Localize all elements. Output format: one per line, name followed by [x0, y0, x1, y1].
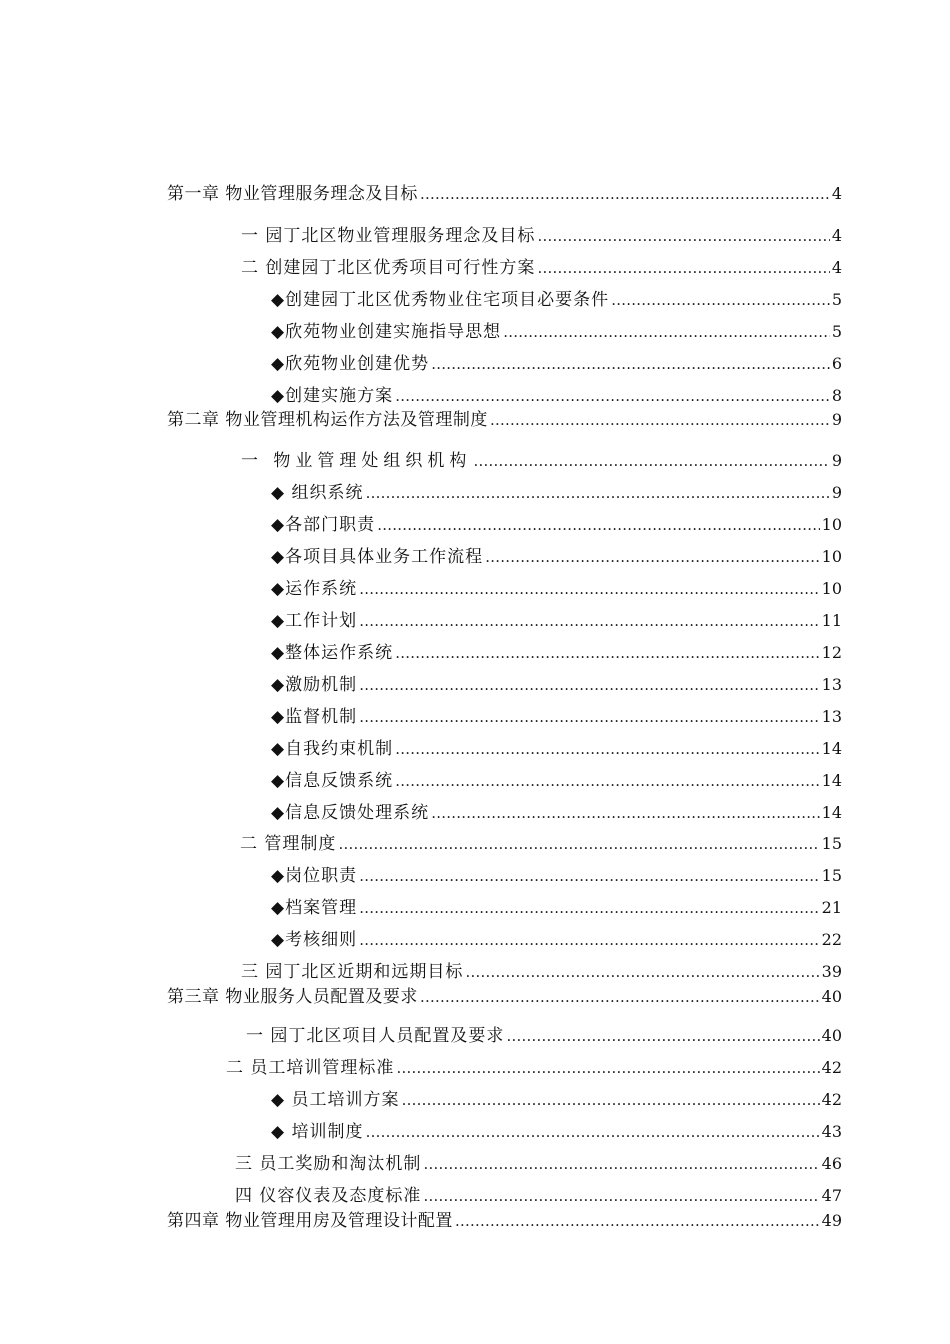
toc-entry-text: ◆运作系统: [271, 579, 358, 599]
toc-dot-leader: [465, 960, 819, 984]
toc-page-number: 14: [821, 803, 842, 822]
toc-page-number: 11: [821, 611, 842, 630]
toc-entry-text: ◆ 培训制度: [271, 1122, 364, 1142]
toc-item: [271, 481, 842, 505]
toc-dot-leader: [365, 1120, 819, 1144]
toc-entry-text: ◆各部门职责: [271, 515, 376, 535]
toc-section: [241, 256, 842, 280]
toc-page-number: 15: [821, 834, 842, 853]
toc-item: [271, 513, 842, 537]
toc-section: [241, 449, 842, 473]
toc-entry-text: 一 物业管理处组织机构: [241, 451, 472, 471]
toc-item: [271, 384, 842, 408]
toc-entry-text: ◆创建园丁北区优秀物业住宅项目必要条件: [271, 290, 610, 310]
toc-entry-text: ◆自我约束机制: [271, 739, 394, 759]
toc-item: [271, 288, 842, 312]
toc-chapter-4: [167, 1209, 842, 1233]
toc-item: [271, 864, 842, 888]
toc-dot-leader: [431, 352, 830, 376]
toc-dot-leader: [365, 481, 829, 505]
toc-item: [271, 769, 842, 793]
toc-page-number: 9: [831, 451, 842, 470]
toc-page-number: 40: [821, 987, 842, 1006]
toc-item: [271, 641, 842, 665]
toc-item: [271, 320, 842, 344]
toc-entry-text: ◆岗位职责: [271, 866, 358, 886]
toc-page-number: 22: [821, 930, 842, 949]
toc-dot-leader: [506, 1024, 819, 1048]
toc-page-number: 12: [821, 643, 842, 662]
toc-chapter-1: [167, 182, 842, 206]
toc-dot-leader: [395, 769, 820, 793]
toc-section: [235, 1152, 842, 1176]
toc-item: [271, 928, 842, 952]
toc-entry-text: ◆信息反馈系统: [271, 771, 394, 791]
toc-page-number: 42: [821, 1058, 842, 1077]
toc-item: [271, 896, 842, 920]
toc-chapter-2: [167, 408, 842, 432]
toc-dot-leader: [420, 985, 820, 1009]
toc-dot-leader: [395, 641, 820, 665]
toc-dot-leader: [485, 545, 820, 569]
toc-page-number: 14: [821, 739, 842, 758]
toc-chapter-3: [167, 985, 842, 1009]
toc-page-number: 9: [831, 483, 842, 502]
toc-dot-leader: [423, 1152, 819, 1176]
toc-dot-leader: [431, 801, 820, 825]
toc-item: [271, 352, 842, 376]
toc-page-number: 4: [831, 184, 842, 203]
toc-entry-text: 第四章 物业管理用房及管理设计配置: [167, 1211, 453, 1231]
toc-dot-leader: [359, 896, 820, 920]
toc-item: [271, 801, 842, 825]
toc-page-number: 6: [831, 354, 842, 373]
toc-entry-text: ◆ 组织系统: [271, 483, 364, 503]
toc-item: [271, 1120, 842, 1144]
toc-page-number: 8: [831, 386, 842, 405]
toc-entry-text: 第三章 物业服务人员配置及要求: [167, 987, 418, 1007]
toc-page-number: 5: [831, 322, 842, 341]
toc-dot-leader: [537, 256, 829, 280]
toc-entry-text: ◆激励机制: [271, 675, 358, 695]
toc-entry-text: ◆整体运作系统: [271, 643, 394, 663]
toc-page-number: 14: [821, 771, 842, 790]
toc-page-number: 9: [831, 410, 842, 429]
toc-page-number: 49: [821, 1211, 842, 1230]
toc-page-number: 4: [831, 258, 842, 277]
toc-entry-text: 一 园丁北区物业管理服务理念及目标: [241, 226, 536, 246]
toc-item: [271, 609, 842, 633]
toc-page-number: 10: [821, 547, 842, 566]
toc-page-number: 4: [831, 226, 842, 245]
toc-page-number: 5: [831, 290, 842, 309]
toc-entry-text: ◆工作计划: [271, 611, 358, 631]
toc-dot-leader: [420, 182, 830, 206]
toc-section: [241, 960, 842, 984]
toc-entry-text: ◆考核细则: [271, 930, 358, 950]
toc-dot-leader: [359, 609, 820, 633]
toc-section: [235, 1184, 842, 1208]
toc-page-number: 13: [821, 707, 842, 726]
toc-dot-leader: [473, 449, 829, 473]
toc-page-number: 39: [821, 962, 842, 981]
toc-entry-text: 二 管理制度: [240, 834, 337, 854]
toc-item: [271, 705, 842, 729]
toc-item: [271, 545, 842, 569]
toc-section: [226, 1056, 842, 1080]
toc-entry-text: 二 员工培训管理标准: [226, 1058, 395, 1078]
toc-page-number: 15: [821, 866, 842, 885]
toc-entry-text: ◆ 员工培训方案: [271, 1090, 400, 1110]
toc-entry-text: ◆监督机制: [271, 707, 358, 727]
toc-entry-text: 四 仪容仪表及态度标准: [235, 1186, 422, 1206]
toc-section: [241, 224, 842, 248]
toc-page-number: 42: [821, 1090, 842, 1109]
toc-dot-leader: [396, 1056, 819, 1080]
toc-dot-leader: [359, 705, 820, 729]
toc-dot-leader: [490, 408, 830, 432]
toc-dot-leader: [338, 832, 819, 856]
toc-entry-text: 三 员工奖励和淘汰机制: [235, 1154, 422, 1174]
toc-entry-text: ◆欣苑物业创建实施指导思想: [271, 322, 502, 342]
toc-section: [240, 832, 842, 856]
toc-dot-leader: [359, 577, 820, 601]
toc-page-number: 43: [821, 1122, 842, 1141]
toc-entry-text: 三 园丁北区近期和远期目标: [241, 962, 464, 982]
toc-page-number: 10: [821, 515, 842, 534]
toc-entry-text: 第二章 物业管理机构运作方法及管理制度: [167, 410, 488, 430]
toc-entry-text: ◆创建实施方案: [271, 386, 394, 406]
toc-item: [271, 1088, 842, 1112]
toc-page-number: 40: [821, 1026, 842, 1045]
toc-dot-leader: [401, 1088, 819, 1112]
toc-entry-text: ◆档案管理: [271, 898, 358, 918]
toc-dot-leader: [359, 673, 820, 697]
toc-dot-leader: [359, 864, 820, 888]
toc-entry-text: ◆欣苑物业创建优势: [271, 354, 430, 374]
toc-dot-leader: [503, 320, 830, 344]
toc-dot-leader: [395, 737, 820, 761]
toc-entry-text: ◆各项目具体业务工作流程: [271, 547, 484, 567]
toc-page-number: 10: [821, 579, 842, 598]
toc-dot-leader: [423, 1184, 819, 1208]
toc-page-number: 21: [821, 898, 842, 917]
toc-page-number: 13: [821, 675, 842, 694]
toc-entry-text: 一 园丁北区项目人员配置及要求: [246, 1026, 505, 1046]
toc-page-number: 47: [821, 1186, 842, 1205]
toc-dot-leader: [377, 513, 820, 537]
toc-dot-leader: [359, 928, 820, 952]
toc-dot-leader: [395, 384, 830, 408]
toc-entry-text: ◆信息反馈处理系统: [271, 803, 430, 823]
toc-dot-leader: [537, 224, 829, 248]
toc-item: [271, 737, 842, 761]
toc-item: [271, 673, 842, 697]
toc-dot-leader: [455, 1209, 820, 1233]
toc-section: [246, 1024, 842, 1048]
toc-item: [271, 577, 842, 601]
toc-dot-leader: [611, 288, 830, 312]
toc-entry-text: 第一章 物业管理服务理念及目标: [167, 184, 418, 204]
toc-entry-text: 二 创建园丁北区优秀项目可行性方案: [241, 258, 536, 278]
toc-page-number: 46: [821, 1154, 842, 1173]
